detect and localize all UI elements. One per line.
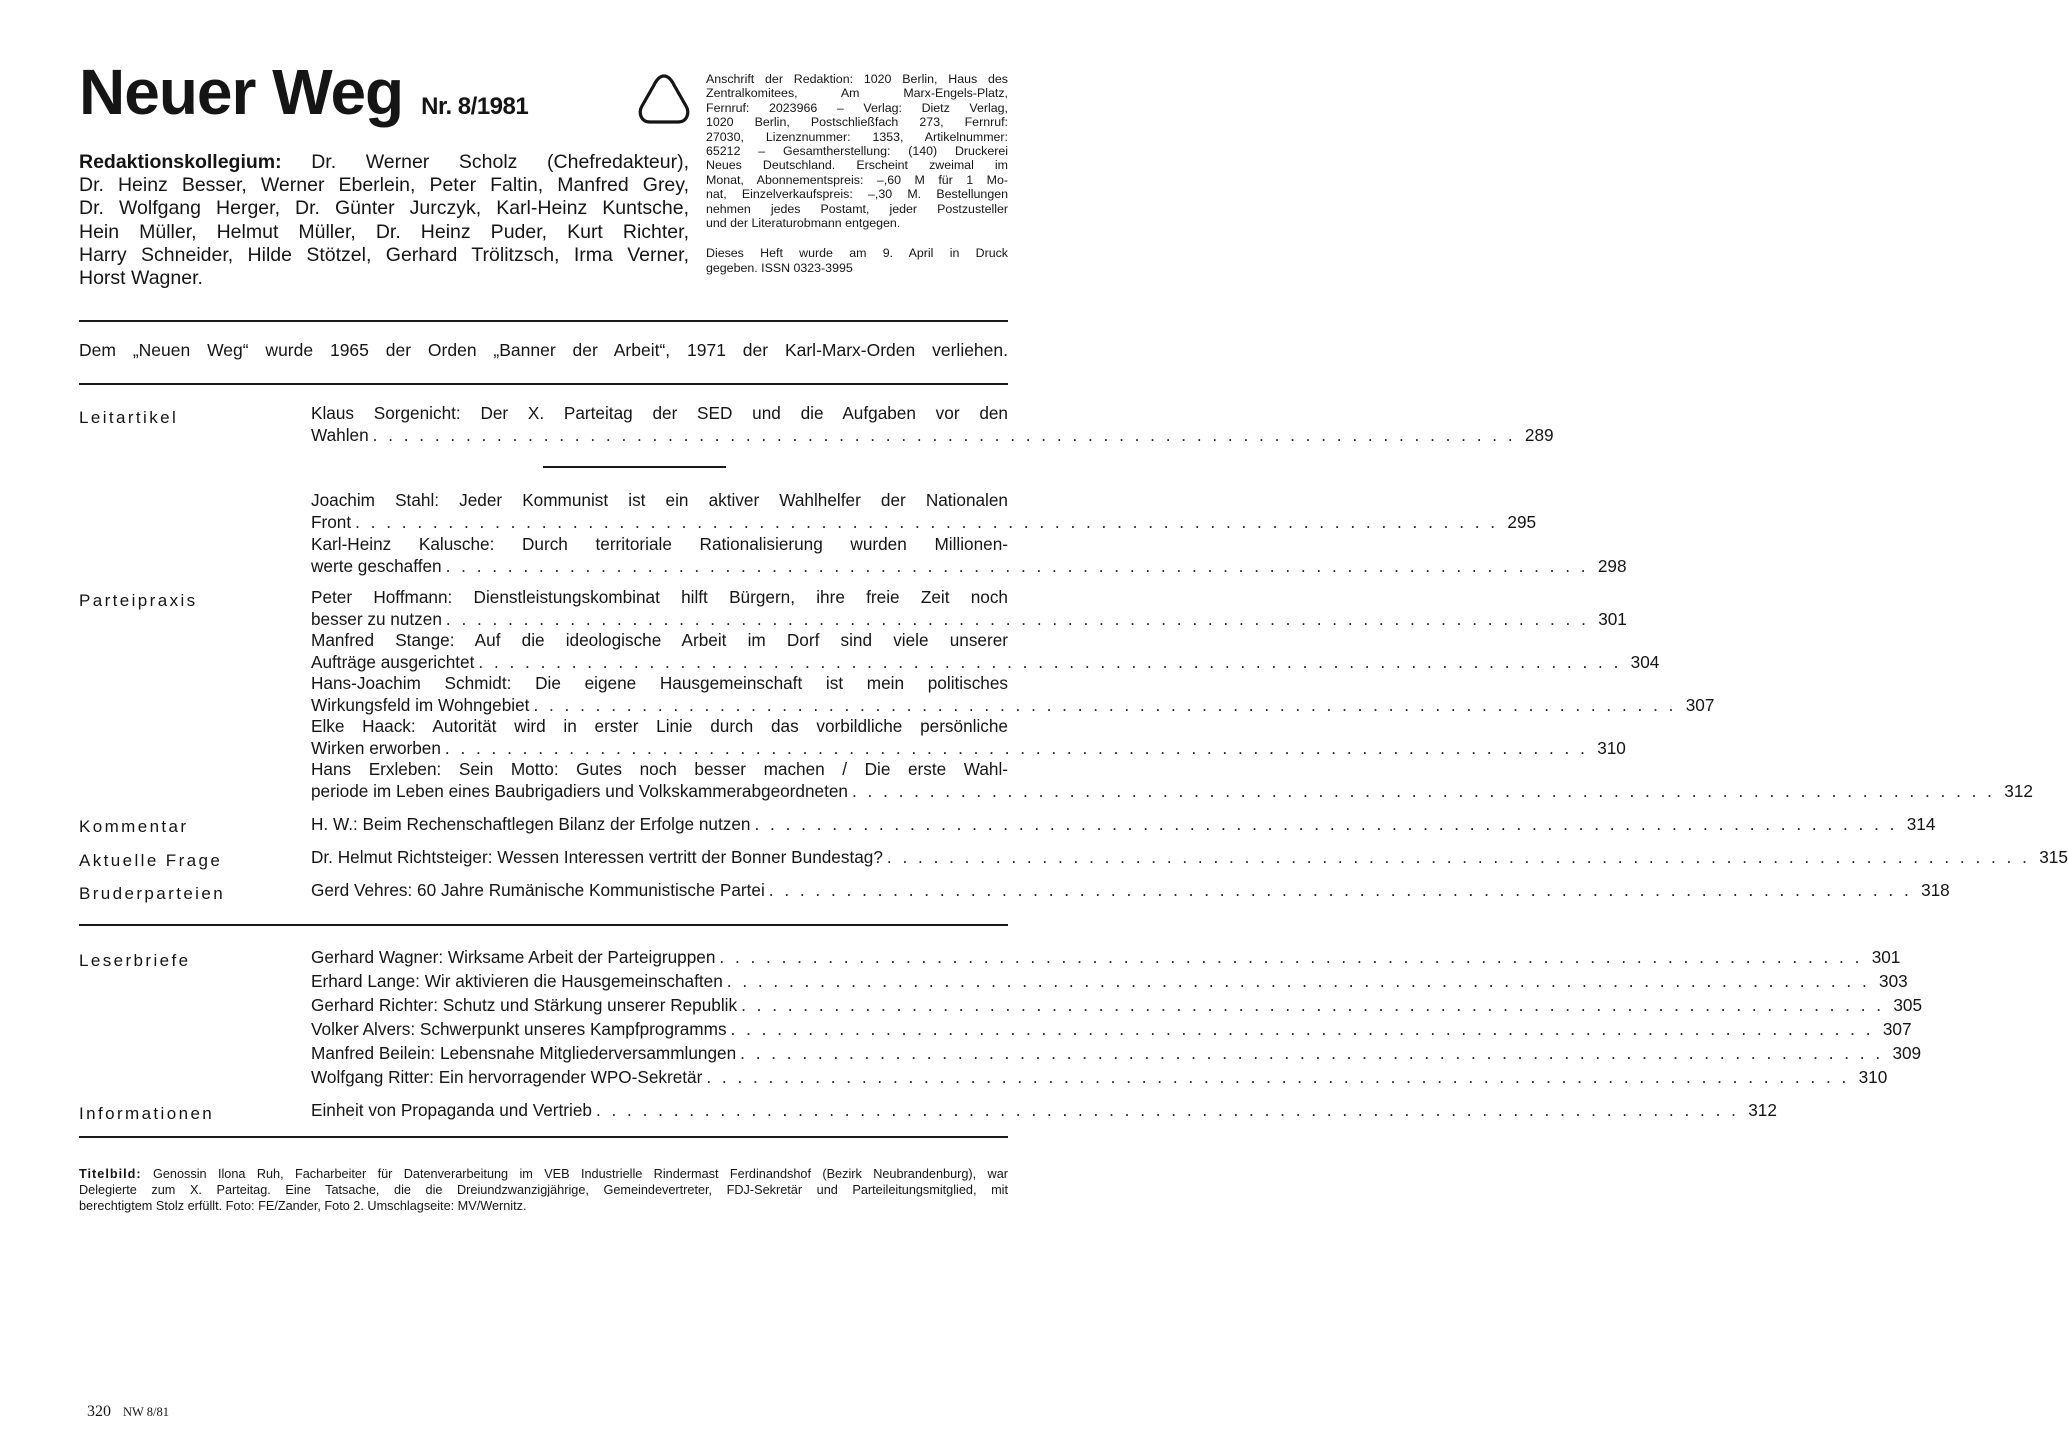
section-leserbriefe: Leserbriefe (79, 951, 191, 970)
page-number: 289 (1524, 425, 1554, 445)
toc-entry[interactable]: Peter Hoffmann: Dienstleistungskombinat hilft Bürgern, ihre freie Zeit noch besser zu nutzen . . . . . . . . . . . . . . . . . . . . . . . . . . . . . . . . . . . . . . . . . . . . . . . . . . . . . . . . . . . . . . . . . . . . . . . . . . 301 (311, 587, 1627, 629)
toc-entry[interactable]: Karl-Heinz Kalusche: Durch territoriale Rationalisierung wurden Millionen- werte geschaffen . . . . . . . . . . . . . . . . . . . . . . . . . . . . . . . . . . . . . . . . . . . . . . . . . . . . . . . . . . . . . . . . . . . . . . . . . . 298 (311, 534, 1627, 576)
dot-leader: . . . . . . . . . . . . . . . . . . . . . . . . . . . . . . . . . . . . . . . . . . . . . . . . . . . . . . . . . . . . . . . . . . . . . . . . . . (754, 814, 1898, 834)
page-number: 307 (1882, 1019, 1912, 1039)
issue-number: Nr. 8/1981 (421, 93, 529, 120)
page-number: 305 (1893, 995, 1923, 1015)
toc-entry[interactable]: Wolfgang Ritter: Ein hervorragender WPO-Sekretär . . . . . . . . . . . . . . . . . . . . . . . . . . . . . . . . . . . . . . . . . . . . . . . . . . . . . . . . . . . . . . . . . . . . . . . . . . 310 (311, 1067, 1888, 1087)
dot-leader: . . . . . . . . . . . . . . . . . . . . . . . . . . . . . . . . . . . . . . . . . . . . . . . . . . . . . . . . . . . . . . . . . . . . . . . . . . (886, 847, 2030, 867)
toc-entry[interactable]: Gerd Vehres: 60 Jahre Rumänische Kommunistische Partei . . . . . . . . . . . . . . . . . . . . . . . . . . . . . . . . . . . . . . . . . . . . . . . . . . . . . . . . . . . . . . . . . . . . . . . . . . 318 (311, 880, 1950, 900)
dot-leader: . . . . . . . . . . . . . . . . . . . . . . . . . . . . . . . . . . . . . . . . . . . . . . . . . . . . . . . . . . . . . . . . . . . . . . . . . . (851, 781, 1995, 801)
dot-leader: . . . . . . . . . . . . . . . . . . . . . . . . . . . . . . . . . . . . . . . . . . . . . . . . . . . . . . . . . . . . . . . . . . . . . . . . . . (372, 425, 1516, 445)
imprint-line: 27030, Lizenznummer: 1353, Artikelnummer: (706, 129, 1008, 144)
editorial-board-heading: Redaktionskollegium: (79, 151, 282, 173)
divider (79, 1136, 1008, 1138)
dot-leader: . . . . . . . . . . . . . . . . . . . . . . . . . . . . . . . . . . . . . . . . . . . . . . . . . . . . . . . . . . . . . . . . . . . . . . . . . . (445, 556, 1589, 576)
dot-leader: . . . . . . . . . . . . . . . . . . . . . . . . . . . . . . . . . . . . . . . . . . . . . . . . . . . . . . . . . . . . . . . . . . . . . . . . . . (730, 1019, 1874, 1039)
dot-leader: . . . . . . . . . . . . . . . . . . . . . . . . . . . . . . . . . . . . . . . . . . . . . . . . . . . . . . . . . . . . . . . . . . . . . . . . . . (444, 738, 1588, 758)
dot-leader: . . . . . . . . . . . . . . . . . . . . . . . . . . . . . . . . . . . . . . . . . . . . . . . . . . . . . . . . . . . . . . . . . . . . . . . . . . (719, 947, 1863, 967)
section-leitartikel: Leitartikel (79, 408, 179, 427)
toc-entry[interactable]: Klaus Sorgenicht: Der X. Parteitag der SED und die Aufgaben vor den Wahlen . . . . . . . . . . . . . . . . . . . . . . . . . . . . . . . . . . . . . . . . . . . . . . . . . . . . . . . . . . . . . . . . . . . . . . . . . . 289 (311, 403, 1554, 445)
imprint-line: nehmen jedes Postamt, jeder Postzusteller (706, 201, 1008, 216)
imprint-line: nat, Einzelverkaufspreis: –,30 M. Bestellungen (706, 187, 1008, 202)
page-number: 312 (1748, 1100, 1777, 1120)
issn-line: gegeben. ISSN 0323-3995 (706, 260, 853, 275)
dot-leader: . . . . . . . . . . . . . . . . . . . . . . . . . . . . . . . . . . . . . . . . . . . . . . . . . . . . . . . . . . . . . . . . . . . . . . . . . . (445, 609, 1589, 629)
divider (79, 320, 1008, 322)
dot-leader: . . . . . . . . . . . . . . . . . . . . . . . . . . . . . . . . . . . . . . . . . . . . . . . . . . . . . . . . . . . . . . . . . . . . . . . . . . (478, 652, 1622, 672)
editorial-board-line: Horst Wagner. (79, 267, 203, 290)
section-bruderparteien: Bruderparteien (79, 884, 226, 903)
toc-entry[interactable]: Einheit von Propaganda und Vertrieb . . . . . . . . . . . . . . . . . . . . . . . . . . . . . . . . . . . . . . . . . . . . . . . . . . . . . . . . . . . . . . . . . . . . . . . . . . 312 (311, 1100, 1777, 1120)
toc-entry[interactable]: H. W.: Beim Rechenschaftlegen Bilanz der Erfolge nutzen . . . . . . . . . . . . . . . . . . . . . . . . . . . . . . . . . . . . . . . . . . . . . . . . . . . . . . . . . . . . . . . . . . . . . . . . . . 314 (311, 814, 1936, 834)
imprint-line: Monat, Abonnementspreis: –,60 M für 1 Mo- (706, 172, 1008, 187)
cover-caption: Titelbild: Genossin Ilona Ruh, Facharbeiter für Datenverarbeitung im VEB Industrielle Rindermast Ferdinandshof (Bezirk Neubrandenburg), war Delegierte zum X. Parteitag. Eine Tatsache, die die Dreiundzwanzigjährige, Gemeindevertreter, FDJ-Sekretär und Parteileitungsmitglied, mit berechtigtem Stolz erfüllt. Foto: FE/Zander, Foto 2. Umschlagseite: MV/Wernitz. (79, 1167, 1008, 1213)
editorial-board-line: Harry Schneider, Hilde Stötzel, Gerhard Trölitzsch, Irma Verner, (79, 243, 689, 266)
editorial-board-line: Redaktionskollegium: Dr. Werner Scholz (Chefredakteur), (79, 151, 689, 173)
divider (79, 383, 1008, 385)
page-number: 301 (1871, 947, 1901, 967)
imprint (706, 72, 1008, 275)
page-number: 315 (2039, 847, 2068, 867)
section-parteipraxis: Parteipraxis (79, 591, 198, 610)
toc-entry[interactable]: Manfred Stange: Auf die ideologische Arbeit im Dorf sind viele unserer Aufträge ausgerichtet . . . . . . . . . . . . . . . . . . . . . . . . . . . . . . . . . . . . . . . . . . . . . . . . . . . . . . . . . . . . . . . . . . . . . . . . . . 304 (311, 630, 1660, 672)
page-number: 298 (1597, 556, 1627, 576)
section-kommentar: Kommentar (79, 817, 189, 836)
dot-leader: . . . . . . . . . . . . . . . . . . . . . . . . . . . . . . . . . . . . . . . . . . . . . . . . . . . . . . . . . . . . . . . . . . . . . . . . . . (595, 1100, 1739, 1120)
short-divider (543, 466, 726, 468)
editorial-board-line: Dr. Wolfgang Herger, Dr. Günter Jurczyk, Karl-Heinz Kuntsche, (79, 197, 689, 220)
imprint-line: 1020 Berlin, Postschließfach 273, Fernruf: (706, 115, 1008, 130)
page-number: 309 (1892, 1043, 1922, 1063)
section-aktuelle-frage: Aktuelle Frage (79, 851, 223, 870)
toc-entry[interactable]: Elke Haack: Autorität wird in erster Linie durch das vorbildliche persönliche Wirken erworben . . . . . . . . . . . . . . . . . . . . . . . . . . . . . . . . . . . . . . . . . . . . . . . . . . . . . . . . . . . . . . . . . . . . . . . . . . 310 (311, 716, 1626, 758)
page-number: 318 (1921, 880, 1950, 900)
dot-leader: . . . . . . . . . . . . . . . . . . . . . . . . . . . . . . . . . . . . . . . . . . . . . . . . . . . . . . . . . . . . . . . . . . . . . . . . . . (706, 1067, 1850, 1087)
editorial-board-line: Hein Müller, Helmut Müller, Dr. Heinz Puder, Kurt Richter, (79, 220, 689, 243)
toc-entry[interactable]: Gerhard Wagner: Wirksame Arbeit der Parteigruppen . . . . . . . . . . . . . . . . . . . . . . . . . . . . . . . . . . . . . . . . . . . . . . . . . . . . . . . . . . . . . . . . . . . . . . . . . . 301 (311, 947, 1901, 967)
dot-leader: . . . . . . . . . . . . . . . . . . . . . . . . . . . . . . . . . . . . . . . . . . . . . . . . . . . . . . . . . . . . . . . . . . . . . . . . . . (726, 971, 1870, 991)
dot-leader: . . . . . . . . . . . . . . . . . . . . . . . . . . . . . . . . . . . . . . . . . . . . . . . . . . . . . . . . . . . . . . . . . . . . . . . . . . (533, 695, 1677, 715)
page-number: 295 (1507, 512, 1537, 532)
page-number: 310 (1858, 1067, 1888, 1087)
toc-entry[interactable]: Volker Alvers: Schwerpunkt unseres Kampfprogramms . . . . . . . . . . . . . . . . . . . . . . . . . . . . . . . . . . . . . . . . . . . . . . . . . . . . . . . . . . . . . . . . . . . . . . . . . . 307 (311, 1019, 1912, 1039)
toc-entry[interactable]: Manfred Beilein: Lebensnahe Mitgliederversammlungen . . . . . . . . . . . . . . . . . . . . . . . . . . . . . . . . . . . . . . . . . . . . . . . . . . . . . . . . . . . . . . . . . . . . . . . . . . 309 (311, 1043, 1922, 1063)
divider (79, 924, 1008, 926)
dot-leader: . . . . . . . . . . . . . . . . . . . . . . . . . . . . . . . . . . . . . . . . . . . . . . . . . . . . . . . . . . . . . . . . . . . . . . . . . . (741, 995, 1885, 1015)
dot-leader: . . . . . . . . . . . . . . . . . . . . . . . . . . . . . . . . . . . . . . . . . . . . . . . . . . . . . . . . . . . . . . . . . . . . . . . . . . (355, 512, 1499, 532)
dot-leader: . . . . . . . . . . . . . . . . . . . . . . . . . . . . . . . . . . . . . . . . . . . . . . . . . . . . . . . . . . . . . . . . . . . . . . . . . . (768, 880, 1912, 900)
dot-leader: . . . . . . . . . . . . . . . . . . . . . . . . . . . . . . . . . . . . . . . . . . . . . . . . . . . . . . . . . . . . . . . . . . . . . . . . . . (740, 1043, 1884, 1063)
imprint-line: Neues Deutschland. Erscheint zweimal im (706, 158, 1008, 173)
imprint-line: Fernruf: 2023966 – Verlag: Dietz Verlag, (706, 100, 1008, 115)
imprint-line: Anschrift der Redaktion: 1020 Berlin, Haus des (706, 72, 1008, 86)
folio-issue-ref: NW 8/81 (123, 1405, 169, 1419)
page-number: 312 (2004, 781, 2033, 801)
imprint-line: 65212 – Gesamtherstellung: (140) Druckerei (706, 144, 1008, 159)
folio-page-number: 320 (87, 1403, 111, 1420)
caption-lead: Titelbild: (79, 1167, 142, 1181)
page-number: 301 (1598, 609, 1627, 629)
page-footer (87, 1403, 169, 1421)
toc-entry[interactable]: Joachim Stahl: Jeder Kommunist ist ein aktiver Wahlhelfer der Nationalen Front . . . . . . . . . . . . . . . . . . . . . . . . . . . . . . . . . . . . . . . . . . . . . . . . . . . . . . . . . . . . . . . . . . . . . . . . . . 295 (311, 490, 1537, 532)
page-number: 303 (1879, 971, 1908, 991)
page-number: 314 (1906, 814, 1936, 834)
toc-entry[interactable]: Erhard Lange: Wir aktivieren die Hausgemeinschaften . . . . . . . . . . . . . . . . . . . . . . . . . . . . . . . . . . . . . . . . . . . . . . . . . . . . . . . . . . . . . . . . . . . . . . . . . . 303 (311, 971, 1908, 991)
imprint-line: Zentralkomitees, Am Marx-Engels-Platz, (706, 86, 1008, 101)
editorial-board-line: Dr. Heinz Besser, Werner Eberlein, Peter Faltin, Manfred Grey, (79, 174, 689, 197)
masthead (79, 56, 529, 128)
triangle-logo-icon (636, 72, 692, 126)
page-number: 310 (1597, 738, 1626, 758)
page-number: 307 (1685, 695, 1715, 715)
print-date-line: Dieses Heft wurde am 9. April in Druck (706, 246, 1008, 261)
page-number: 304 (1630, 652, 1660, 672)
toc-entry[interactable]: Hans Erxleben: Sein Motto: Gutes noch besser machen / Die erste Wahl- periode im Leben eines Baubrigadiers und Volkskammerabgeordneten . . . . . . . . . . . . . . . . . . . . . . . . . . . . . . . . . . . . . . . . . . . . . . . . . . . . . . . . . . . . . . . . . . . . . . . . . . 312 (311, 759, 2033, 801)
toc-entry[interactable]: Dr. Helmut Richtsteiger: Wessen Interessen vertritt der Bonner Bundestag? . . . . . . . . . . . . . . . . . . . . . . . . . . . . . . . . . . . . . . . . . . . . . . . . . . . . . . . . . . . . . . . . . . . . . . . . . . 315 (311, 847, 2068, 867)
award-line: Dem „Neuen Weg“ wurde 1965 der Orden „Banner der Arbeit“, 1971 der Karl-Marx-Orden verliehen. (79, 340, 1008, 360)
section-informationen: Informationen (79, 1104, 215, 1123)
toc-entry[interactable]: Hans-Joachim Schmidt: Die eigene Hausgemeinschaft ist mein politisches Wirkungsfeld im Wohngebiet . . . . . . . . . . . . . . . . . . . . . . . . . . . . . . . . . . . . . . . . . . . . . . . . . . . . . . . . . . . . . . . . . . . . . . . . . . 307 (311, 673, 1715, 715)
editorial-board (79, 151, 689, 290)
magazine-title: Neuer Weg (79, 56, 404, 128)
imprint-line: und der Literaturobmann entgegen. (706, 216, 901, 231)
toc-entry[interactable]: Gerhard Richter: Schutz und Stärkung unserer Republik . . . . . . . . . . . . . . . . . . . . . . . . . . . . . . . . . . . . . . . . . . . . . . . . . . . . . . . . . . . . . . . . . . . . . . . . . . 305 (311, 995, 1923, 1015)
